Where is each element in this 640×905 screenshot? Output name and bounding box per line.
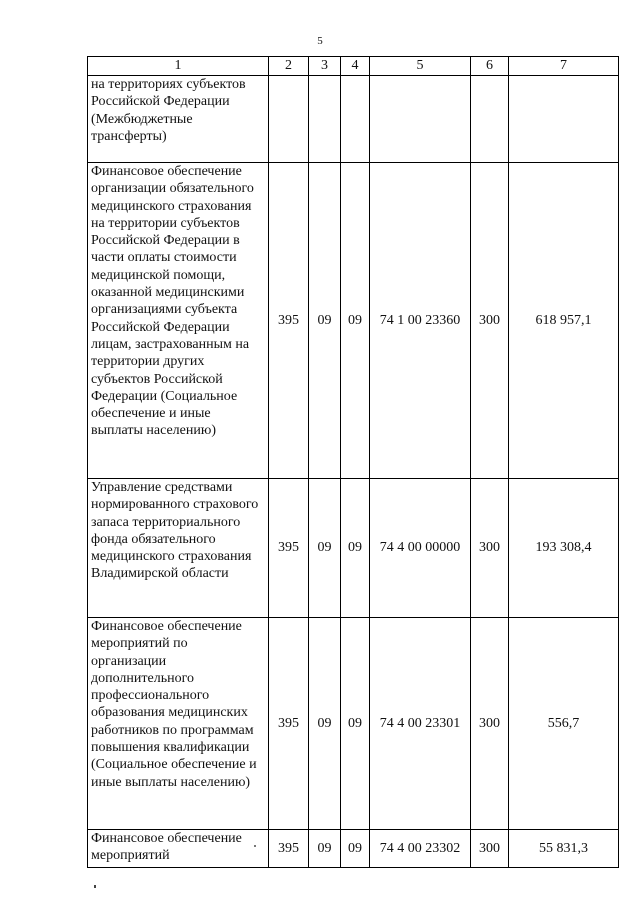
column-header: 6 — [471, 57, 509, 76]
column-header: 4 — [341, 57, 370, 76]
row-name: Финансовое обеспечение организации обязательного медицинского страхования на территории субъектов Российской Федерации в части оплаты стоимости медицинской помощи, оказанной медицинскими организациями субъекта Российской Федерации лицам, застрахованным на территории других субъектов Российской Федерации (Социальное обеспечение и иные выплаты населению) — [88, 163, 269, 479]
column-header: 1 — [88, 57, 269, 76]
admin-code — [269, 76, 309, 163]
section-code: 09 — [309, 163, 341, 479]
column-header: 3 — [309, 57, 341, 76]
target-article-code: 74 1 00 23360 — [370, 163, 471, 479]
subsection-code: 09 — [341, 163, 370, 479]
row-name: Управление средствами нормированного страхового запаса территориального фонда обязательного медицинского страхования Владимирской области — [88, 479, 269, 618]
target-article-code: 74 4 00 23301 — [370, 618, 471, 830]
section-code — [309, 76, 341, 163]
admin-code: 395 — [269, 830, 309, 868]
budget-table — [87, 56, 619, 868]
table-row — [88, 830, 619, 868]
scan-speck — [254, 845, 256, 847]
table-row — [88, 479, 619, 618]
scan-speck — [94, 885, 96, 888]
expense-type-code — [471, 76, 509, 163]
column-header: 7 — [509, 57, 619, 76]
expense-type-code: 300 — [471, 830, 509, 868]
expense-type-code: 300 — [471, 163, 509, 479]
target-article-code — [370, 76, 471, 163]
target-article-code: 74 4 00 00000 — [370, 479, 471, 618]
row-name: Финансовое обеспечение мероприятий по организации дополнительного профессионального образования медицинских работников по программам повышения квалификации (Социальное обеспечение и иные выплаты населению) — [88, 618, 269, 830]
amount: 193 308,4 — [509, 479, 619, 618]
target-article-code: 74 4 00 23302 — [370, 830, 471, 868]
section-code: 09 — [309, 479, 341, 618]
expense-type-code: 300 — [471, 618, 509, 830]
table-row — [88, 163, 619, 479]
amount — [509, 76, 619, 163]
subsection-code: 09 — [341, 618, 370, 830]
subsection-code: 09 — [341, 479, 370, 618]
column-header: 2 — [269, 57, 309, 76]
expense-type-code: 300 — [471, 479, 509, 618]
amount: 556,7 — [509, 618, 619, 830]
page-number: 5 — [317, 35, 323, 47]
row-name: Финансовое обеспечение мероприятий — [88, 830, 269, 868]
admin-code: 395 — [269, 163, 309, 479]
table-row — [88, 76, 619, 163]
section-code: 09 — [309, 830, 341, 868]
row-name: на территориях субъектов Российской Федерации (Межбюджетные трансферты) — [88, 76, 269, 163]
amount: 618 957,1 — [509, 163, 619, 479]
header-row — [88, 57, 619, 76]
admin-code: 395 — [269, 479, 309, 618]
subsection-code: 09 — [341, 830, 370, 868]
column-header: 5 — [370, 57, 471, 76]
amount: 55 831,3 — [509, 830, 619, 868]
table-row — [88, 618, 619, 830]
admin-code: 395 — [269, 618, 309, 830]
section-code: 09 — [309, 618, 341, 830]
subsection-code — [341, 76, 370, 163]
